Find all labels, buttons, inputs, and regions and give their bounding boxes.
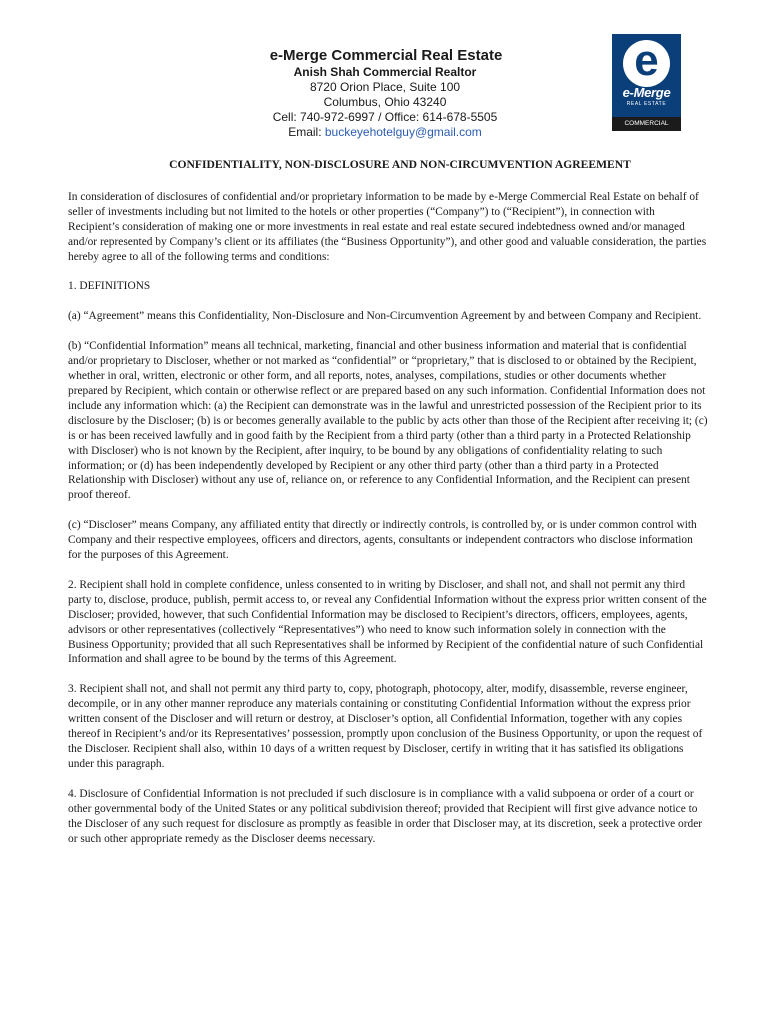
address-line-2: Columbus, Ohio 43240 [323, 95, 447, 109]
definitions-heading: 1. DEFINITIONS [68, 280, 151, 293]
email-link[interactable]: buckeyehotelguy@gmail.com [324, 125, 482, 139]
logo-circle [623, 36, 670, 87]
company-name: e-Merge Commercial Real Estate [269, 47, 503, 64]
logo-commercial-band: COMMERCIAL [612, 117, 681, 131]
definition-b: (b) “Confidential Information” means all technical, marketing, financial and other business information and material that is confidential and/or proprietary to Discloser, whether or not marked as “confidential” or “proprietary,” that is disclosed to or obtained by the Recipient, whether in oral, written, electronic or other form, and all reports, notes, analyses, compilations, studies or other documents whether prepared by Recipient, which contain or otherwise reflect or are prepared based on any such information. Confidential Information does not include any information which: (a) the Recipient can demonstrate was in the lawful and unrestricted possession of the Recipient prior to its disclosure by the Discloser; (b) is or becomes generally available to the public by acts other than those of the Recipient after receiving it; (c) is or has been received lawfully and in good faith by the Recipient from a third party (other than a third party in a Protected Relationship with Discloser) who is not known by the Recipient, after inquiry, to be bound by any obligations of confidentiality relating to such information; or (d) has been independently developed by Recipient or any other third party (other than a third party in a Protected Relationship with Discloser) without any use of, reliance on, or reference to any Confidential Information, and the Recipient can present proof thereof. [68, 340, 708, 502]
realtor-name: Anish Shah Commercial Realtor [293, 65, 477, 79]
emerge-logo [612, 34, 681, 131]
clause-2: 2. Recipient shall hold in complete confidence, unless consented to in writing by Discloser, and shall not, and shall not permit any third party to, disclose, produce, publish, permit access to, or reveal any Confidential Information without the express prior written consent of the Discloser; provided, however, that such Confidential Information may be disclosed to Recipient’s directors, officers, employees, agents, advisors or other representatives (collectively “Representatives”) who need to know such information solely in connection with the Business Opportunity; provided that all such Representatives shall be informed by Recipient of the confidential nature of such Confidential Information and shall agree to be bound by the terms of this Agreement. [68, 578, 707, 666]
logo-brand-text: e-Merge [622, 85, 671, 100]
agreement-title: CONFIDENTIALITY, NON-DISCLOSURE AND NON-CIRCUMVENTION AGREEMENT [169, 158, 631, 171]
logo-subtext: REAL ESTATE [626, 101, 667, 107]
logo-e-letter: e [634, 36, 659, 85]
agreement-body [68, 158, 708, 861]
definition-c: (c) “Discloser” means Company, any affiliated entity that directly or indirectly controls, is controlled by, or is under common control with Company and their respective employees, officers and directors, agents, consultants or independent contractors who disclose information for the purposes of this Agreement. [68, 519, 697, 562]
intro-paragraph: In consideration of disclosures of confidential and/or proprietary information to be made by e-Merge Commercial Real Estate on behalf of seller of investments including but not limited to the hotels or other properties (“Company”) to (“Recipient”), in connection with Recipient’s consideration of making one or more investments in real estate and real estate secured indebtedness owned and/or managed and/or represented by Company’s client or its affiliates (the “Business Opportunity”), and other good and valuable consideration, the parties hereby agree to all of the following terms and conditions: [68, 190, 707, 263]
address-line-1: 8720 Orion Place, Suite 100 [309, 80, 461, 94]
clause-3: 3. Recipient shall not, and shall not permit any third party to, copy, photograph, photocopy, alter, modify, disassemble, reverse engineer, decompile, or in any other manner reproduce any materials containing or constituting Confidential Information without the express prior written consent of the Discloser and will return or destroy, at Discloser’s option, all Confidential Information, together with any copies thereof in Recipient’s and/or its Representatives’ possession, promptly upon conclusion of the Business Opportunity, or upon the request of the Discloser. Recipient shall also, within 10 days of a written request by Discloser, certify in writing that it has satisfied its obligations under this paragraph. [68, 683, 703, 770]
definition-a: (a) “Agreement” means this Confidentiality, Non-Disclosure and Non-Circumvention Agreement by and between Company and Recipient. [68, 310, 702, 323]
email-label: Email: [288, 125, 322, 139]
phone-numbers: Cell: 740-972-6997 / Office: 614-678-5505 [272, 110, 498, 124]
clause-4: 4. Disclosure of Confidential Information is not precluded if such disclosure is in compliance with a valid subpoena or order of a court or other governmental body of the United States or any political subdivision thereof; provided that Recipient will first give advance notice to the Discloser of any such request for disclosure as promptly as feasible in order that Discloser may, at its discretion, seek a protective order or such other appropriate remedy as the Discloser deems necessary. [68, 787, 703, 845]
